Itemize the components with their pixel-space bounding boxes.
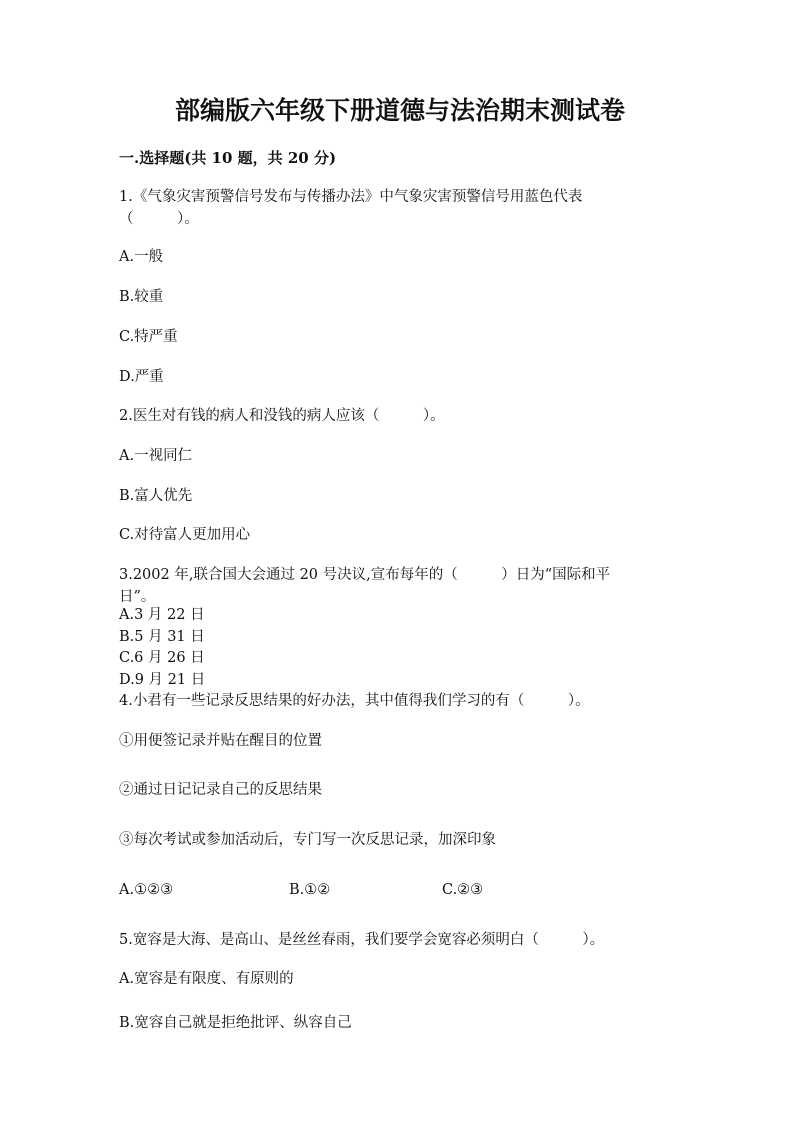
question-5-option-a: A.宽容是有限度、有原则的 bbox=[119, 971, 294, 987]
question-3-stem-line-1: 3.2002 年,联合国大会通过 20 号决议,宣布每年的（ ）日为“国际和平 bbox=[119, 567, 611, 583]
question-2-option-a: A.一视同仁 bbox=[119, 448, 193, 464]
question-4-option-a: A.①②③ bbox=[119, 882, 174, 898]
page-title: 部编版六年级下册道德与法治期末测试卷 bbox=[174, 96, 625, 125]
question-1-option-a: A.一般 bbox=[119, 249, 164, 265]
question-5-stem: 5.宽容是大海、是高山、是丝丝春雨，我们要学会宽容必须明白（ ）。 bbox=[119, 932, 605, 948]
question-1-option-c: C.特严重 bbox=[119, 329, 178, 345]
question-1-stem-line-2: （ ）。 bbox=[119, 211, 199, 227]
question-2-option-c: C.对待富人更加用心 bbox=[119, 527, 251, 543]
question-4-option-b: B.①② bbox=[289, 882, 331, 898]
question-1-stem-line-1: 1.《气象灾害预警信号发布与传播办法》中气象灾害预警信号用蓝色代表 bbox=[119, 189, 583, 205]
question-3-option-c: C.6 月 26 日 bbox=[119, 650, 205, 666]
question-3-option-b: B.5 月 31 日 bbox=[119, 629, 205, 645]
question-1-option-d: D.严重 bbox=[119, 369, 164, 385]
question-3-option-a: A.3 月 22 日 bbox=[119, 607, 205, 623]
question-4-item-2: ②通过日记记录自己的反思结果 bbox=[119, 782, 322, 798]
question-4-item-3: ③每次考试或参加活动后，专门写一次反思记录，加深印象 bbox=[119, 832, 496, 848]
question-1-option-b: B.较重 bbox=[119, 289, 164, 305]
question-2-option-b: B.富人优先 bbox=[119, 488, 193, 504]
section-heading: 一.选择题(共 10 题，共 20 分) bbox=[119, 149, 337, 167]
question-3-option-d: D.9 月 21 日 bbox=[119, 672, 206, 688]
question-3-stem-line-2: 日”。 bbox=[119, 589, 156, 605]
question-2-stem: 2.医生对有钱的病人和没钱的病人应该（ ）。 bbox=[119, 408, 445, 424]
question-4-option-c: C.②③ bbox=[442, 882, 484, 898]
question-4-stem: 4.小君有一些记录反思结果的好办法，其中值得我们学习的有（ ）。 bbox=[119, 693, 590, 709]
question-5-option-b: B.宽容自己就是拒绝批评、纵容自己 bbox=[119, 1015, 352, 1031]
question-4-item-1: ①用便签记录并贴在醒目的位置 bbox=[119, 733, 322, 749]
